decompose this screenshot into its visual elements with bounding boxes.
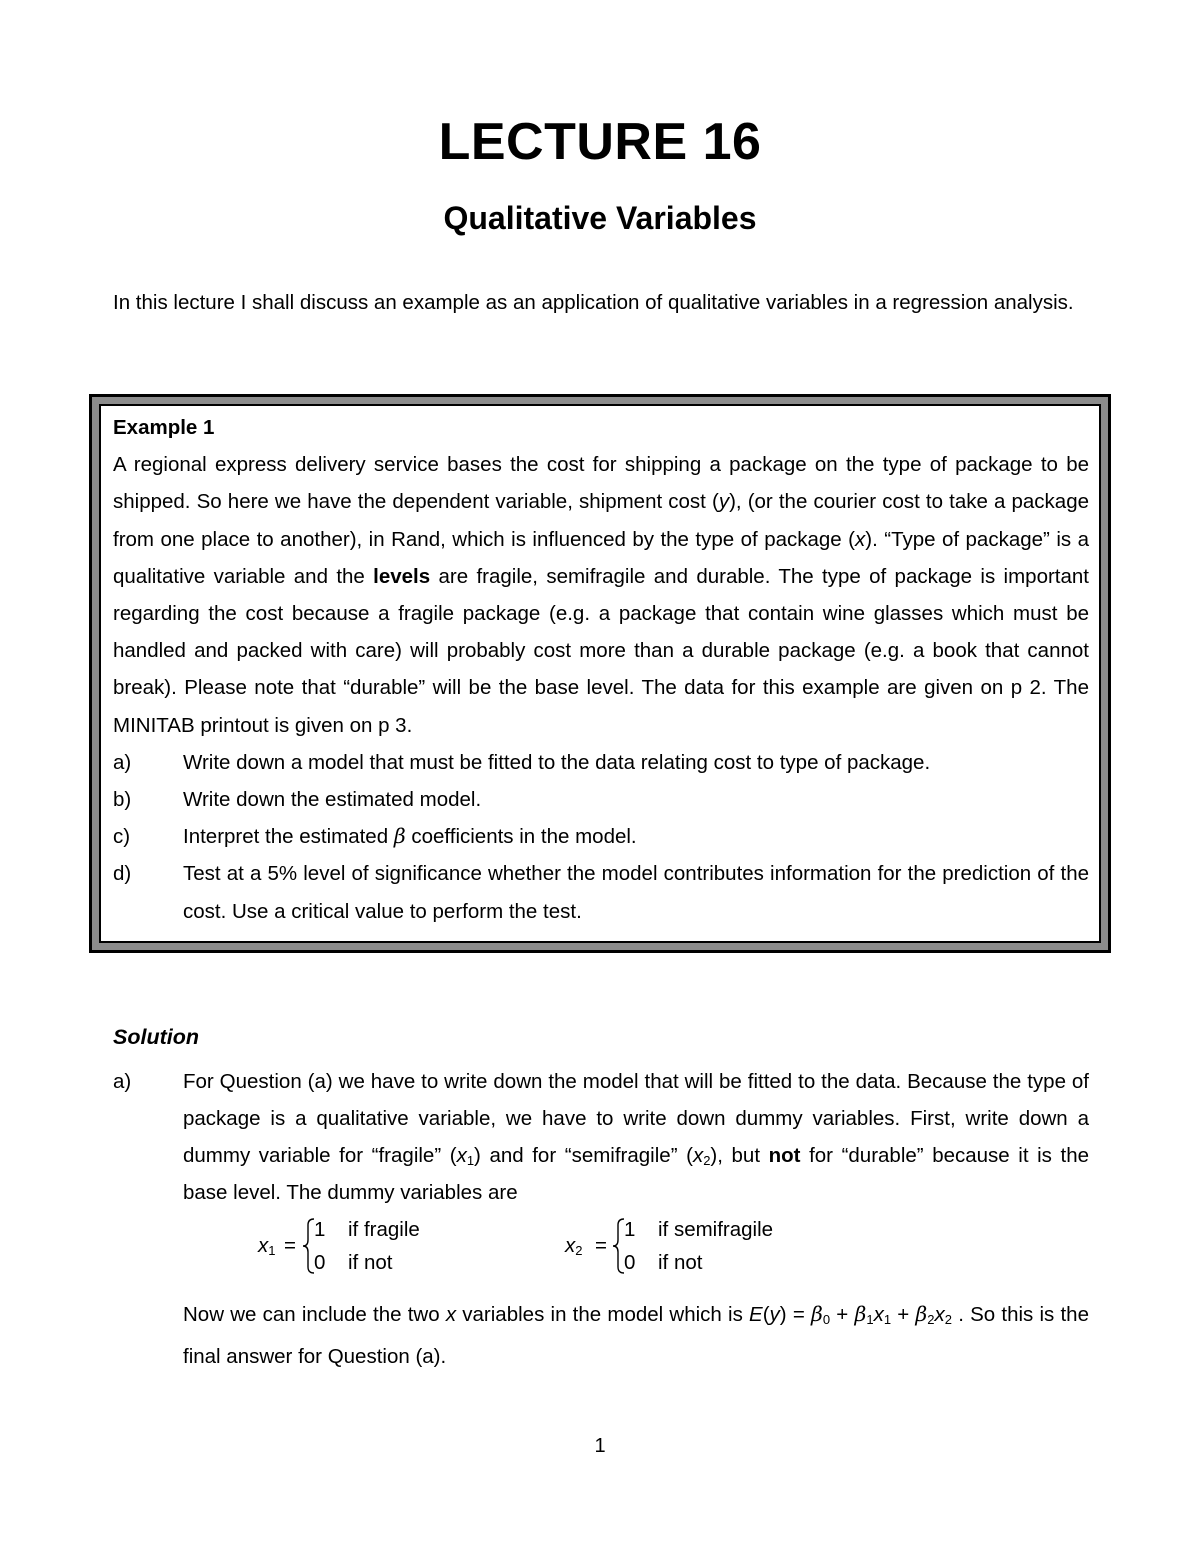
question-c: c) Interpret the estimated β coefficients in the model.: [113, 824, 637, 849]
example-paragraph: A regional express delivery service bases the cost for shipping a package on the type of package to be shipped. So here we have the dependent variable, shipment cost (y), (or the courier cost to take a package from one place to another), in Rand, which is influenced by the type of package (x). “Type of package” is a qualitative variable and the levels are fragile, semifragile and durable. The type of package is important regarding the cost because a fragile package (e.g. a package that contain wine glasses which must be handled and packed with care) will probably cost more than a durable package (e.g. a book that cannot break). Please note that “durable” will be the base level. The data for this example are given on p 2. The MINITAB printout is given on p 3.: [113, 453, 1090, 737]
page-number: 1: [594, 1435, 606, 1457]
question-b: b) Write down the estimated model.: [113, 788, 482, 812]
page-subtitle: Qualitative Variables: [443, 200, 757, 236]
dummy-variable-x2: $x_2$ = 1 if semifragile 0 if not: [565, 1218, 774, 1274]
model-statement: Now we can include the two x variables in the model which is $E(y) = \beta_0 + \beta_1x_1 + \beta_2x_2$ . So this is the final answer for Question (a).: [183, 1302, 1089, 1368]
intro-paragraph: In this lecture I shall discuss an example as an application of qualitative variables in a regression analysis.: [113, 291, 1074, 314]
question-a: a) Write down a model that must be fitted to the data relating cost to type of package.: [113, 750, 931, 774]
model-equation: $E(y) = \beta_0 + \beta_1x_1 + \beta_2x_2$: [749, 1302, 952, 1327]
beta-symbol: β: [393, 824, 406, 849]
question-d: d) Test at a 5% level of significance whether the model contributes information for the prediction of the cost. Use a critical value to perform the test.: [113, 862, 1089, 923]
page-title: LECTURE 16: [438, 113, 762, 171]
dummy-variable-x1: $x_1$ = 1 if fragile 0 if not: [258, 1218, 420, 1274]
example-content: [113, 409, 1089, 930]
solution-heading: Solution: [113, 1025, 199, 1049]
solution-part-a: a) For Question (a) we have to write down the model that will be fitted to the data. Because the type of package is a qualitative variable, we have to write down dummy variables. First, write down a dummy variable for “fragile” $(x_1)$ and for “semifragile” $(x_2)$, but not for “durable” because it is the base level. The dummy variables are: [113, 1070, 1089, 1204]
example-heading: Example 1: [113, 416, 215, 439]
